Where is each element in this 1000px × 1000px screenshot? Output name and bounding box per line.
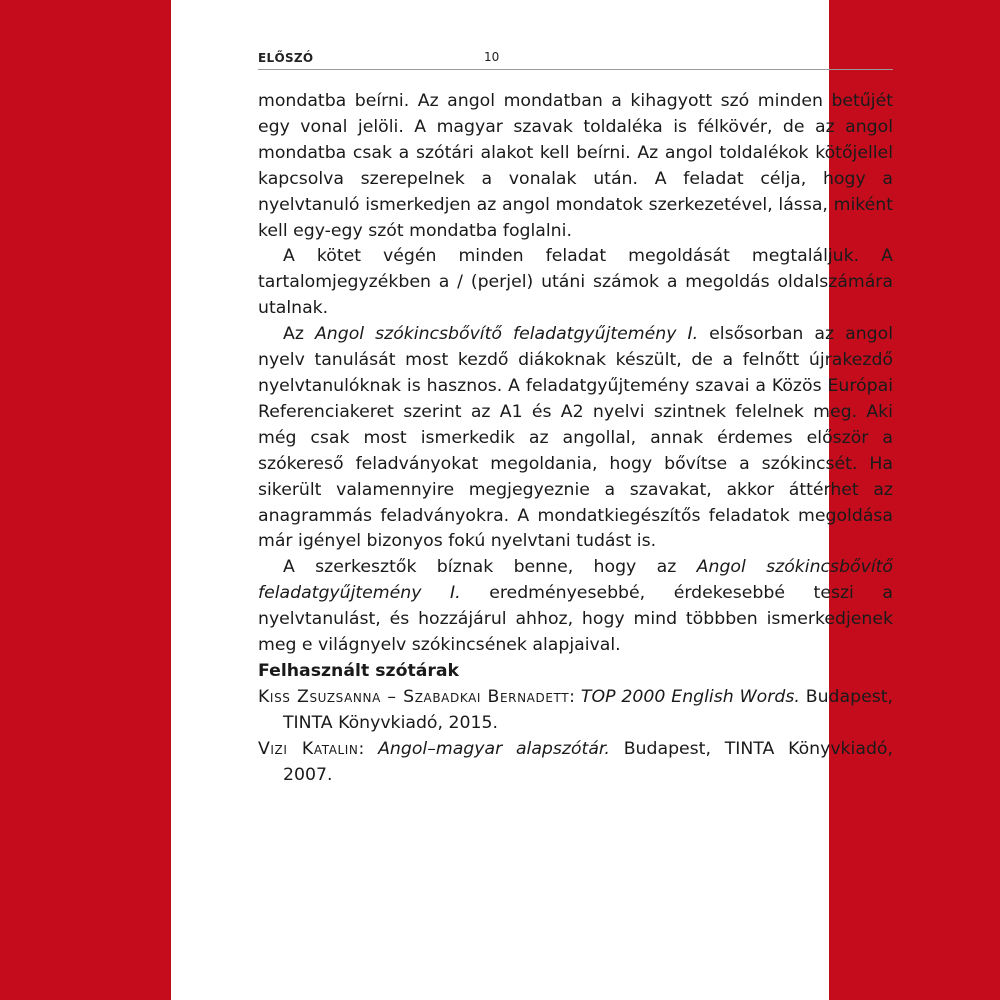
paragraph: A szerkesztők bíznak benne, hogy az Angol szókincsbővítő feladatgyűjtemény I. eredményesebbé, érdekesebbé teszi a nyelvtanulást, és hozzájárul ahhoz, hogy mind többben ismerkedjenek meg e világnyelv szókincsének alapjaival. <box>258 557 894 656</box>
paragraph: mondatba beírni. Az angol mondatban a kihagyott szó minden betűjét egy vonal jelöli. A magyar szavak toldaléka is félkövér, de az angol mondatba csak a szótári alakot kell beírni. Az angol toldalékok kötőjellel kapcsolva szerepelnek a vonalak után. A feladat célja, hogy a nyelvtanuló ismerkedjen az angol mondatok szerkezetével, lássa, miként kell egy-egy szót mondatba foglalni. <box>258 91 893 241</box>
book-page <box>171 0 894 1000</box>
reference-entry: Vizi Katalin: Angol–magyar alapszótár. Budapest, TINTA Könyvkiadó, 2007. <box>258 738 893 785</box>
references-heading: Felhasznált szótárak <box>258 660 460 681</box>
book-title: Angol szókincsbővítő feladatgyűjtemény I. <box>258 557 893 604</box>
paragraph: Az Angol szókincsbővítő feladatgyűjtemény I. elsősorban az angol nyelv tanulását most kezdő diákoknak készült, de a felnőtt újrakezdő nyelvtanulóknak is hasznos. A feladatgyűjtemény szavai a Közös Európai Referenciakeret szerint az A1 és A2 nyelvi szintnek felelnek meg. Aki még csak most ismerkedik az angollal, annak érdemes először a szókereső feladványokat megoldania, hogy bővítse a szókincsét. Ha sikerült valamennyire megjegyeznie a szavakat, akkor áttérhet az anagrammás feladványokra. A mondatkiegészítős feladatok megoldása már igényel bizonyos fokú nyelvtani tudást is. <box>258 324 894 552</box>
section-title: ELŐSZÓ <box>258 51 314 65</box>
reference-title: TOP 2000 English Words. <box>580 686 800 707</box>
book-title: Angol szókincsbővítő feladatgyűjtemény I. <box>314 324 699 345</box>
reference-authors: Vizi Katalin <box>258 738 359 759</box>
body-text <box>258 89 893 788</box>
running-header <box>258 49 893 70</box>
paragraph: A kötet végén minden feladat megoldását megtaláljuk. A tartalomjegyzékben a / (perjel) utáni számok a megoldás oldalszámára utalnak. <box>258 246 893 319</box>
reference-authors: Kiss Zsuzsanna – Szabadkai Bernadett <box>258 686 570 707</box>
reference-entry: Kiss Zsuzsanna – Szabadkai Bernadett: TOP 2000 English Words. Budapest, TINTA Könyvkiadó, 2015. <box>258 686 893 733</box>
page-number: 10 <box>484 50 500 64</box>
reference-title: Angol–magyar alapszótár. <box>378 738 610 759</box>
